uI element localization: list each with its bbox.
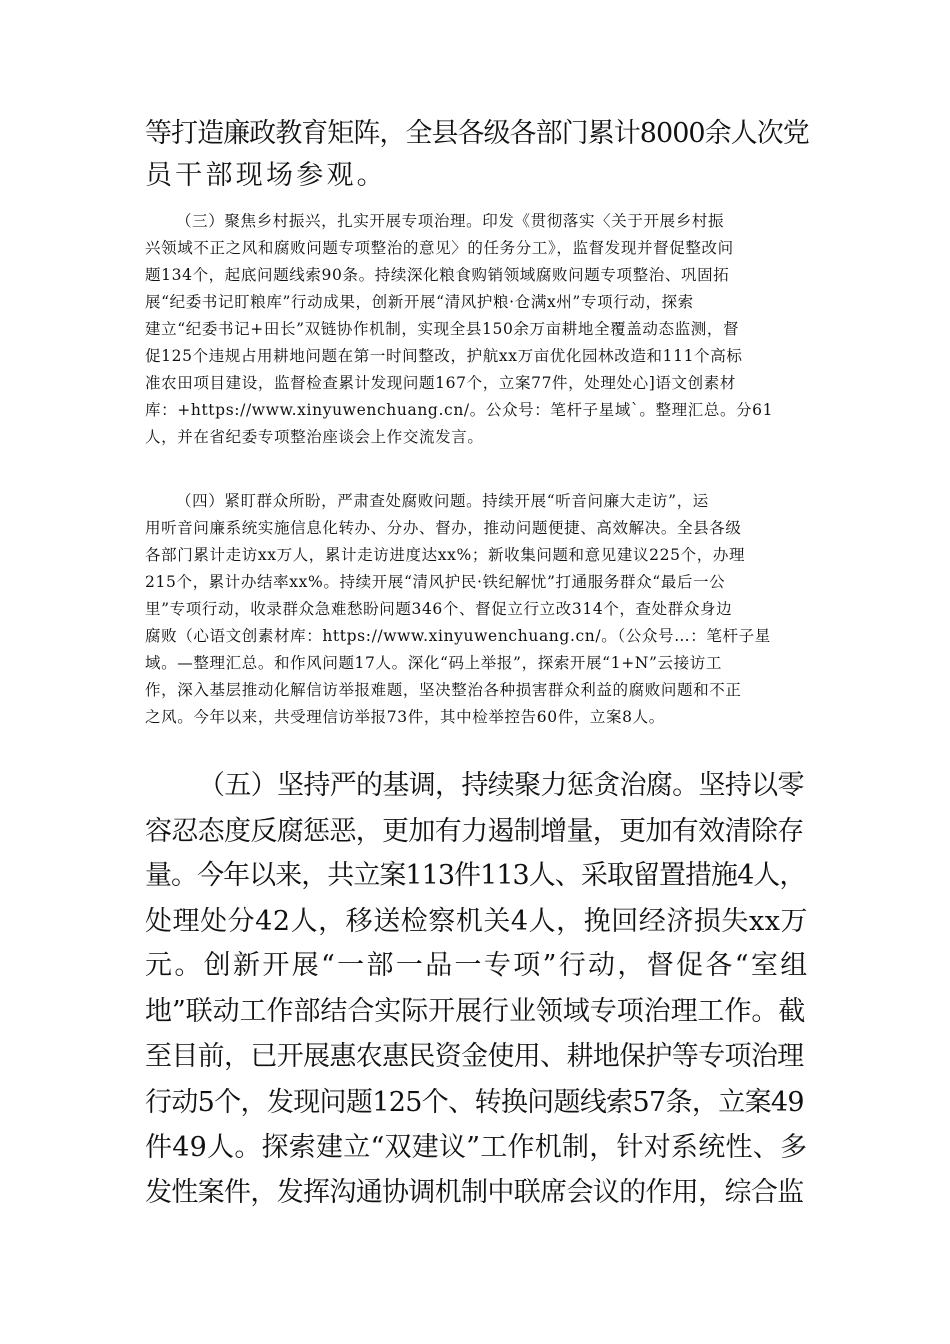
paragraph-line: （五）坚持严的基调，持续聚力惩贪治腐。坚持以零 — [198, 770, 804, 801]
paragraph-line: 腐败（心语文创素材库：https://www.xinyuwenchuang.cn/。（公众号…：笔杆子星 — [145, 627, 771, 645]
paragraph-line: 题134个，起底问题线索90条。持续深化粮食购销领域腐败问题专项整治、巩固拓 — [145, 266, 730, 284]
paragraph-line: （四）紧盯群众所盼，严肃查处腐败问题。持续开展“听音问廉大走访”，运 — [176, 492, 709, 510]
paragraph-line: 员干部现场参观。 — [145, 160, 387, 191]
paragraph-line: 作，深入基层推动化解信访举报难题，坚决整治各种损害群众利益的腐败问题和不正 — [145, 681, 742, 699]
paragraph-line: 215个，累计办结率xx%。持续开展“清风护民·铁纪解忧”打通服务群众“最后一公 — [145, 573, 726, 591]
paragraph-line: 元。创新开展“一部一品一专项”行动，督促各“室组 — [145, 950, 810, 981]
paragraph-line: 处理处分42人，移送检察机关4人，挽回经济损失xx万 — [145, 906, 809, 937]
paragraph-line: 发性案件，发挥沟通协调机制中联席会议的作用，综合监 — [145, 1177, 804, 1208]
paragraph-line: 建立“纪委书记+田长”双链协作机制，实现全县150余万亩耕地全覆盖动态监测，督 — [145, 320, 740, 338]
paragraph-line: 里”专项行动，收录群众急难愁盼问题346个、督促立行立改314个，查处群众身边 — [145, 600, 733, 618]
paragraph-line: 促125个违规占用耕地问题在第一时间整改，护航xx万亩优化园林改造和111个高标 — [145, 347, 743, 365]
paragraph-line: 域。—整理汇总。和作风问题17人。深化“码上举报”，探索开展“1+N”云接访工 — [145, 654, 723, 672]
paragraph-line: 等打造廉政教育矩阵，全县各级各部门累计8000余人次党 — [145, 118, 809, 149]
paragraph-line: 行动5个，发现问题125个、转换问题线索57条，立案49 — [145, 1087, 804, 1118]
paragraph-line: 至目前，已开展惠农惠民资金使用、耕地保护等专项治理 — [145, 1041, 804, 1072]
paragraph-line: 人，并在省纪委专项整治座谈会上作交流发言。 — [145, 428, 484, 446]
paragraph-line: 库：+https://www.xinyuwenchuang.cn/。公众号：笔杆子星域`。整理汇总。分61 — [145, 401, 774, 419]
paragraph-line: 展“纪委书记盯粮库”行动成果，创新开展“清风护粮·仓满x州”专项行动，探索 — [145, 293, 694, 311]
paragraph-line: 准农田项目建设，监督检查累计发现问题167个，立案77件，处理处心]语文创素材 — [145, 374, 737, 392]
paragraph-line: 件49人。探索建立“双建议”工作机制，针对系统性、多 — [145, 1132, 808, 1163]
section-3-paragraph — [145, 208, 810, 451]
paragraph-line: 兴领域不正之风和腐败问题专项整治的意见〉的任务分工》，监督发现并督促整改问 — [145, 239, 734, 257]
paragraph-line: （三）聚焦乡村振兴，扎实开展专项治理。印发《贯彻落实〈关于开展乡村振 — [176, 212, 725, 230]
paragraph-line: 容忍态度反腐惩恶，更加有力遏制增量，更加有效清除存 — [145, 816, 804, 847]
paragraph-line: 用听音问廉系统实施信息化转办、分办、督办，推动问题便捷、高效解决。全县各级 — [145, 519, 742, 537]
paragraph-line: 地”联动工作部结合实际开展行业领域专项治理工作。截 — [145, 996, 806, 1027]
paragraph-line: 量。今年以来，共立案113件113人、采取留置措施4人， — [145, 860, 806, 891]
paragraph-line: 之风。今年以来，共受理信访举报73件，其中检举控告60件，立案8人。 — [145, 708, 665, 726]
section-4-paragraph — [145, 488, 810, 731]
paragraph-line: 各部门累计走访xx万人，累计走访进度达xx%；新收集问题和意见建议225个，办理 — [145, 546, 746, 564]
